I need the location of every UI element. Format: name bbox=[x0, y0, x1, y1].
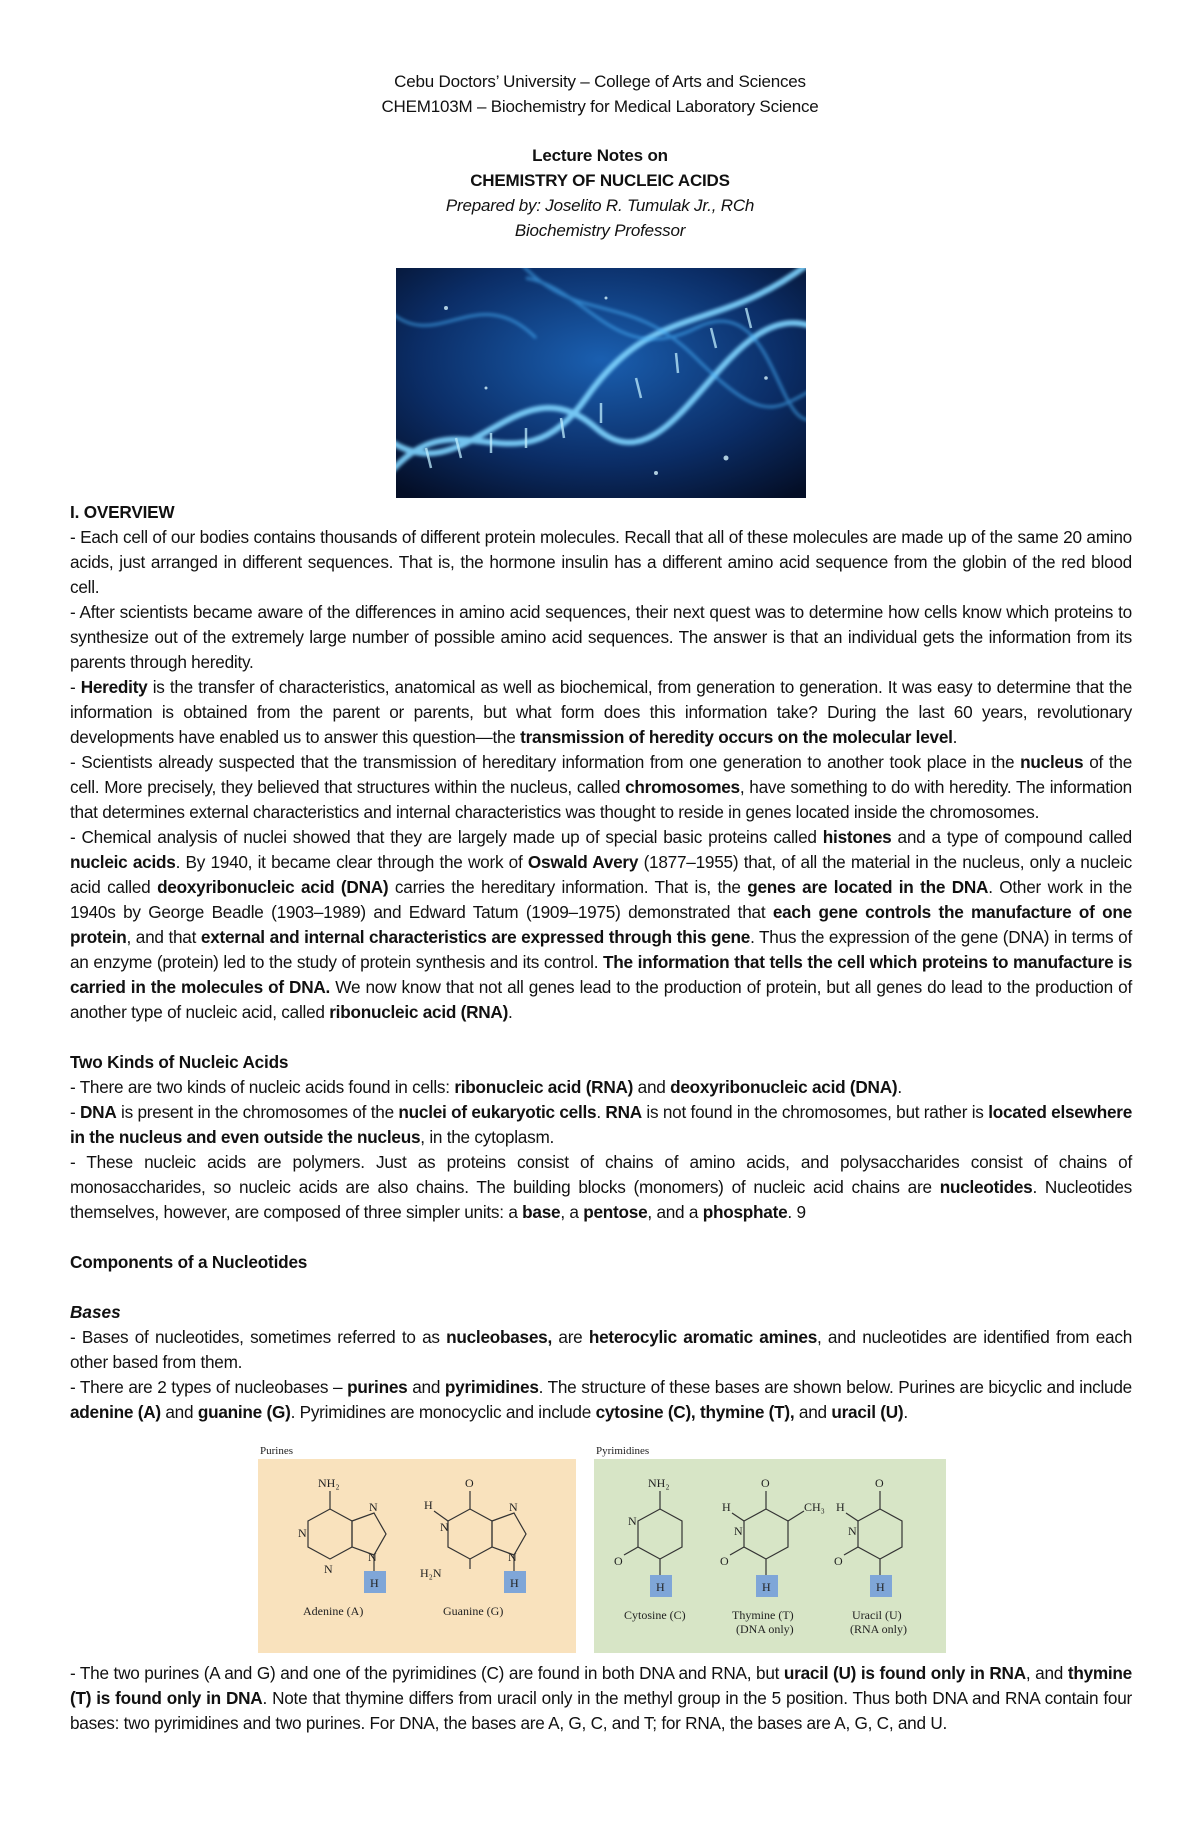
svg-text:H: H bbox=[370, 1576, 379, 1590]
guanine-label: Guanine (G) bbox=[443, 1604, 504, 1618]
uracil-label: Uracil (U) bbox=[852, 1608, 902, 1622]
bases-heading: Bases bbox=[70, 1302, 121, 1322]
svg-text:H: H bbox=[510, 1576, 519, 1590]
lecture-notes-line: Lecture Notes on bbox=[532, 146, 668, 165]
dna-helix-image bbox=[396, 268, 806, 498]
svg-text:N: N bbox=[440, 1520, 449, 1534]
university-line: Cebu Doctors’ University – College of Arts and Sciences bbox=[394, 72, 806, 91]
two-kinds-paragraph-1: - There are two kinds of nucleic acids found in cells: ribonucleic acid (RNA) and deoxyribonucleic acid (DNA). bbox=[70, 1077, 902, 1097]
uracil-note: (RNA only) bbox=[850, 1622, 907, 1636]
svg-text:N: N bbox=[628, 1514, 637, 1528]
svg-text:CH₃: CH₃ bbox=[804, 1500, 825, 1514]
svg-text:N: N bbox=[298, 1526, 307, 1540]
adenine-label: Adenine (A) bbox=[303, 1604, 364, 1618]
svg-text:H: H bbox=[424, 1498, 433, 1512]
nucleobase-structures-figure bbox=[258, 1443, 946, 1659]
cytosine-label: Cytosine (C) bbox=[624, 1608, 686, 1622]
components-heading: Components of a Nucleotides bbox=[70, 1252, 308, 1272]
svg-text:H: H bbox=[836, 1500, 845, 1514]
two-kinds-heading: Two Kinds of Nucleic Acids bbox=[70, 1052, 289, 1072]
thymine-note: (DNA only) bbox=[736, 1622, 794, 1636]
svg-text:H: H bbox=[722, 1500, 731, 1514]
svg-text:O: O bbox=[875, 1476, 884, 1490]
overview-paragraph-4: - Scientists already suspected that the transmission of hereditary information from one generation to another took place in the nucleus of the cell. More precisely, they believed that structures within the nucleus, called chromosomes, have something to do with heredity. The information that determines external characteristics and internal characteristics was thought to reside in genes located inside the chromosomes. bbox=[70, 752, 1133, 822]
svg-text:O: O bbox=[720, 1554, 729, 1568]
svg-text:H: H bbox=[876, 1580, 885, 1594]
two-kinds-paragraph-3: - These nucleic acids are polymers. Just as proteins consist of chains of amino acids, and polysaccharides consist of chains of monosaccharides, so nucleic acids are also chains. The building blocks (monomers) of nucleic acid chains are nucleotides. Nucleotides themselves, however, are composed of three simpler units: a base, a pentose, and a phosphate. 9 bbox=[70, 1152, 1132, 1222]
svg-text:N: N bbox=[368, 1550, 377, 1564]
overview-heading: I. OVERVIEW bbox=[70, 502, 175, 522]
overview-paragraph-2: - After scientists became aware of the differences in amino acid sequences, their next quest was to determine how cells know which proteins to synthesize out of the extremely large number of possible amino acid sequences. The answer is that an individual gets the information from its parents through heredity. bbox=[70, 602, 1132, 672]
svg-text:H: H bbox=[656, 1580, 665, 1594]
overview-paragraph-1: - Each cell of our bodies contains thousands of different protein molecules. Recall that all of these molecules are made up of the same 20 amino acids, just arranged in different sequences. That is, the hormone insulin has a different amino acid sequence from the globin of the red blood cell. bbox=[70, 527, 1132, 597]
svg-text:N: N bbox=[734, 1524, 743, 1538]
bases-paragraph-2: - There are 2 types of nucleobases – purines and pyrimidines. The structure of these bases are shown below. Purines are bicyclic and include adenine (A) and guanine (G). Pyrimidines are monocyclic and include cytosine (C), thymine (T), and uracil (U). bbox=[70, 1377, 1132, 1422]
svg-text:N: N bbox=[508, 1550, 517, 1564]
course-line: CHEM103M – Biochemistry for Medical Laboratory Science bbox=[381, 97, 819, 116]
svg-text:H₂N: H₂N bbox=[420, 1566, 442, 1580]
svg-text:O: O bbox=[761, 1476, 770, 1490]
pyrimidines-label: Pyrimidines bbox=[596, 1445, 650, 1457]
svg-text:N: N bbox=[848, 1524, 857, 1538]
thymine-label: Thymine (T) bbox=[732, 1608, 794, 1622]
prepared-by: Prepared by: Joselito R. Tumulak Jr., RCh bbox=[445, 196, 755, 215]
svg-text:O: O bbox=[614, 1554, 623, 1568]
purines-label: Purines bbox=[260, 1445, 293, 1457]
two-kinds-paragraph-2: - DNA is present in the chromosomes of the nuclei of eukaryotic cells. RNA is not found in the chromosomes, but rather is located elsewhere in the nucleus and even outside the nucleus, in the cytoplasm. bbox=[70, 1102, 1133, 1147]
svg-text:N: N bbox=[324, 1562, 333, 1576]
svg-text:NH₂: NH₂ bbox=[648, 1476, 670, 1490]
svg-text:NH₂: NH₂ bbox=[318, 1476, 340, 1490]
author-role: Biochemistry Professor bbox=[514, 221, 686, 240]
svg-text:O: O bbox=[465, 1476, 474, 1490]
bases-paragraph-3: - The two purines (A and G) and one of the pyrimidines (C) are found in both DNA and RNA, but uracil (U) is found only in RNA, and thymine (T) is found only in DNA. Note that thymine differs from uracil only in the methyl group in the 5 position. Thus both DNA and RNA contain four bases: two pyrimidines and two purines. For DNA, the bases are A, G, C, and T; for RNA, the bases are A, G, C, and U. bbox=[70, 1663, 1133, 1733]
svg-text:N: N bbox=[509, 1500, 518, 1514]
overview-paragraph-5: - Chemical analysis of nuclei showed that they are largely made up of special basic proteins called histones and a type of compound called nucleic acids. By 1940, it became clear through the work of Oswald Avery (1877–1955) that, of all the material in the nucleus, only a nucleic acid called deoxyribonucleic acid (DNA) carries the hereditary information. That is, the genes are located in the DNA. Other work in the 1940s by George Beadle (1903–1989) and Edward Tatum (1909–1975) demonstrated that each gene controls the manufacture of one protein, and that external and internal characteristics are expressed through this gene. Thus the expression of the gene (DNA) in terms of an enzyme (protein) led to the study of protein synthesis and its control. The information that tells the cell which proteins to manufacture is carried in the molecules of DNA. We now know that not all genes lead to the production of protein, but all genes do lead to the production of another type of nucleic acid, called ribonucleic acid (RNA). bbox=[70, 827, 1133, 1022]
overview-paragraph-3: - Heredity is the transfer of characteristics, anatomical as well as biochemical, from generation to generation. It was easy to determine that the information is obtained from the parent or parents, but what form does this information take? During the last 60 years, revolutionary developments have enabled us to answer this question—the transmission of heredity occurs on the molecular level. bbox=[70, 677, 1133, 747]
bases-paragraph-1: - Bases of nucleotides, sometimes referred to as nucleobases, are heterocylic aromatic amines, and nucleotides are identified from each other based from them. bbox=[70, 1327, 1132, 1372]
document-title: CHEMISTRY OF NUCLEIC ACIDS bbox=[470, 171, 730, 190]
svg-text:H: H bbox=[762, 1580, 771, 1594]
svg-text:O: O bbox=[834, 1554, 843, 1568]
svg-text:N: N bbox=[369, 1500, 378, 1514]
purines-panel bbox=[258, 1459, 576, 1653]
